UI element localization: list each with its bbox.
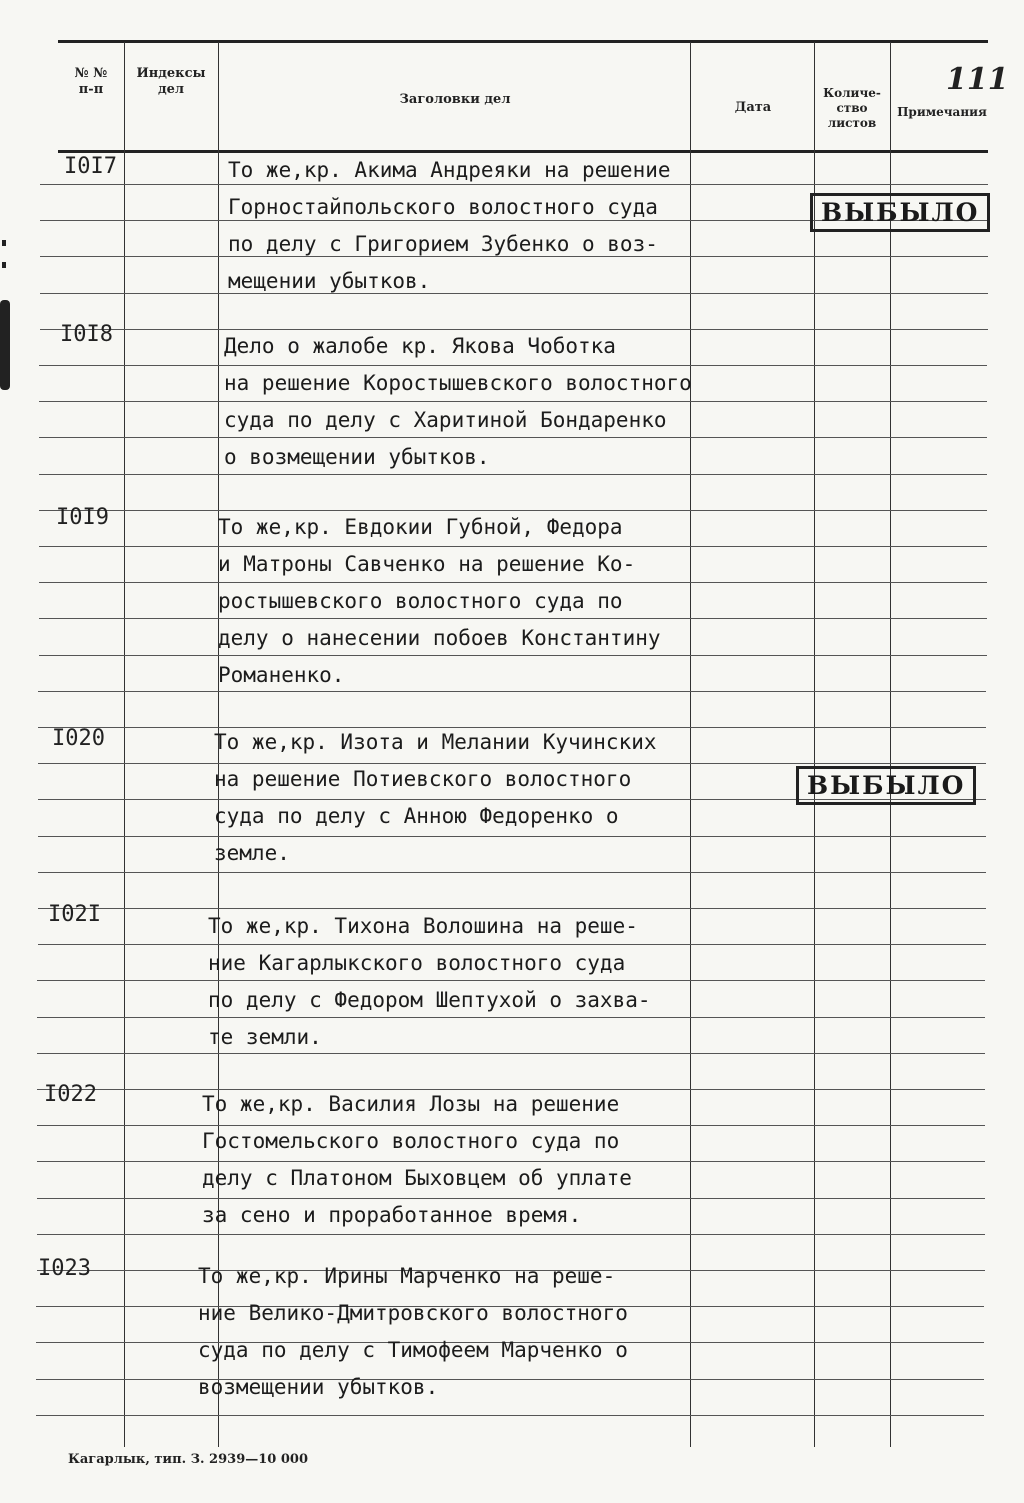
entry-line: Гостомельского волостного суда по (202, 1129, 620, 1153)
entry-line: суда по делу с Тимофеем Марченко о (198, 1338, 628, 1362)
entry-number: I0I7 (64, 154, 117, 179)
entry-number: I022 (44, 1082, 97, 1107)
scan-artifact (2, 262, 6, 268)
entry-line: То же,кр. Евдокии Губной, Федора (218, 515, 623, 539)
entry-line: по делу с Григорием Зубенко о воз- (228, 232, 658, 256)
entry-line: суда по делу с Харитиной Бондаренко (224, 408, 667, 432)
entry-line: за сено и проработанное время. (202, 1203, 582, 1227)
header-count-column: Количе- ство листов (823, 86, 881, 130)
entry-title (228, 152, 748, 300)
row-ruling (38, 872, 986, 873)
entry-line: на решение Коростышевского волостного (224, 371, 692, 395)
entry-line: суда по делу с Анною Федоренко о (214, 804, 619, 828)
entry-title (218, 509, 738, 694)
entry-line: ние Велико-Дмитровского волостного (198, 1301, 628, 1325)
row-ruling (37, 1234, 985, 1235)
entry-line: земле. (214, 841, 290, 865)
column-rule-5 (890, 42, 891, 1447)
scan-artifact (2, 240, 6, 246)
entry-line: делу с Платоном Быховцем об уплате (202, 1166, 632, 1190)
column-rule-1 (124, 42, 125, 1447)
header-number-column: № № п-п (74, 66, 108, 97)
entry-line: ние Кагарлыкского волостного суда (208, 951, 626, 975)
entry-line: мещении убытков. (228, 269, 431, 293)
header-date-column: Дата (734, 100, 772, 115)
entry-title (214, 724, 734, 872)
entry-line: То же,кр. Изота и Мелании Кучинских (214, 730, 657, 754)
entry-line: То же,кр. Василия Лозы на решение (202, 1092, 620, 1116)
entry-number: I0I8 (60, 322, 113, 347)
entry-line: Горностайпольского волостного суда (228, 195, 658, 219)
printer-imprint: Кагарлык, тип. З. 2939—10 000 (68, 1452, 308, 1467)
entry-title (208, 908, 728, 1056)
entry-line: и Матроны Савченко на решение Ко- (218, 552, 636, 576)
entry-title (202, 1086, 722, 1234)
page-number: 111 (946, 62, 1009, 97)
entry-line: делу о нанесении побоев Константину (218, 626, 661, 650)
scan-artifact (0, 300, 10, 390)
entry-number: I020 (52, 726, 105, 751)
header-notes-column: Примечания (897, 105, 987, 119)
entry-line: То же,кр. Ирины Марченко на реше- (198, 1264, 616, 1288)
entry-line: по делу с Федором Шептухой о захва- (208, 988, 651, 1012)
removed-stamp: ВЫБЫЛО (810, 193, 990, 232)
entry-line: о возмещении убытков. (224, 445, 490, 469)
entry-line: Романенко. (218, 663, 345, 687)
entry-title (198, 1258, 718, 1406)
row-ruling (36, 1415, 984, 1416)
entry-line: ростышевского волостного суда по (218, 589, 623, 613)
header-index-column: Индексы дел (136, 66, 206, 97)
entry-line: те земли. (208, 1025, 322, 1049)
entry-line: То же,кр. Тихона Волошина на реше- (208, 914, 638, 938)
header-top-rule (58, 40, 988, 43)
column-rule-4 (814, 42, 815, 1447)
entry-line: на решение Потиевского волостного (214, 767, 632, 791)
entry-number: I02I (48, 902, 101, 927)
entry-number: I0I9 (56, 505, 109, 530)
removed-stamp: ВЫБЫЛО (796, 766, 976, 805)
entry-line: возмещении убытков. (198, 1375, 439, 1399)
entry-line: То же,кр. Акима Андреяки на решение (228, 158, 671, 182)
entry-line: Дело о жалобе кр. Якова Чоботка (224, 334, 616, 358)
entry-number: I023 (38, 1256, 91, 1281)
entry-title (224, 328, 744, 476)
header-title-column: Заголовки дел (399, 92, 511, 107)
